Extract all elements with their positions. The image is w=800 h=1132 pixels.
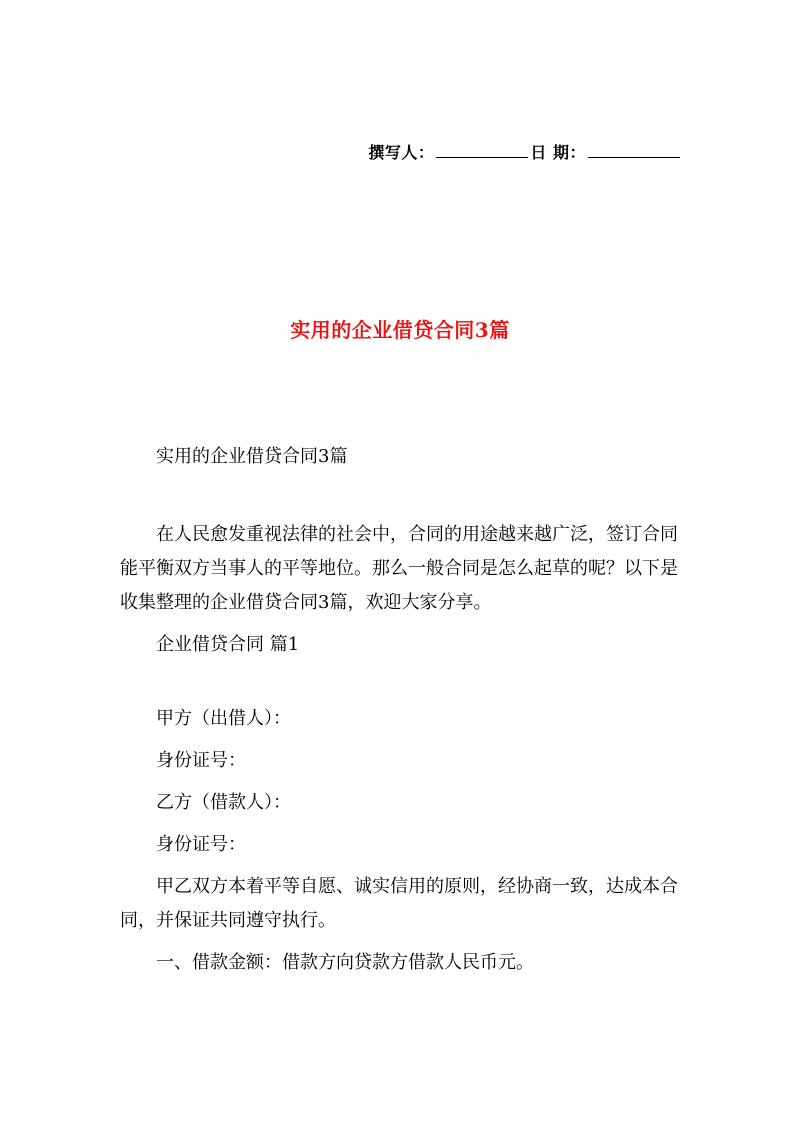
paragraph-party-b: 乙方（借款人）：	[156, 792, 291, 813]
date-blank	[588, 143, 680, 158]
paragraph-party-a: 甲方（出借人）：	[156, 708, 291, 729]
author-blank	[436, 143, 528, 158]
document-body	[120, 440, 688, 980]
paragraph-party-b-id: 身份证号：	[156, 834, 246, 855]
author-label: 撰写人：	[368, 143, 435, 162]
paragraph-section-heading: 企业借贷合同 篇1	[156, 634, 300, 655]
paragraph-subtitle: 实用的企业借贷合同3篇	[156, 446, 348, 467]
document-title: 实用的企业借贷合同3篇	[290, 318, 510, 342]
paragraph-party-a-id: 身份证号：	[156, 750, 246, 771]
author-date-line	[368, 140, 682, 163]
date-label: 日 期：	[530, 143, 586, 162]
paragraph-intro: 在人民愈发重视法律的社会中，合同的用途越来越广泛，签订合同能平衡双方当事人的平等地位。那么一般合同是怎么起草的呢？以下是收集整理的企业借贷合同3篇，欢迎大家分享。	[120, 524, 678, 613]
paragraph-loan-amount: 一、借款金额：借款方向贷款方借款人民币元。	[156, 952, 534, 973]
paragraph-agreement: 甲乙双方本着平等自愿、诚实信用的原则，经协商一致，达成本合同，并保证共同遵守执行。	[120, 876, 678, 931]
